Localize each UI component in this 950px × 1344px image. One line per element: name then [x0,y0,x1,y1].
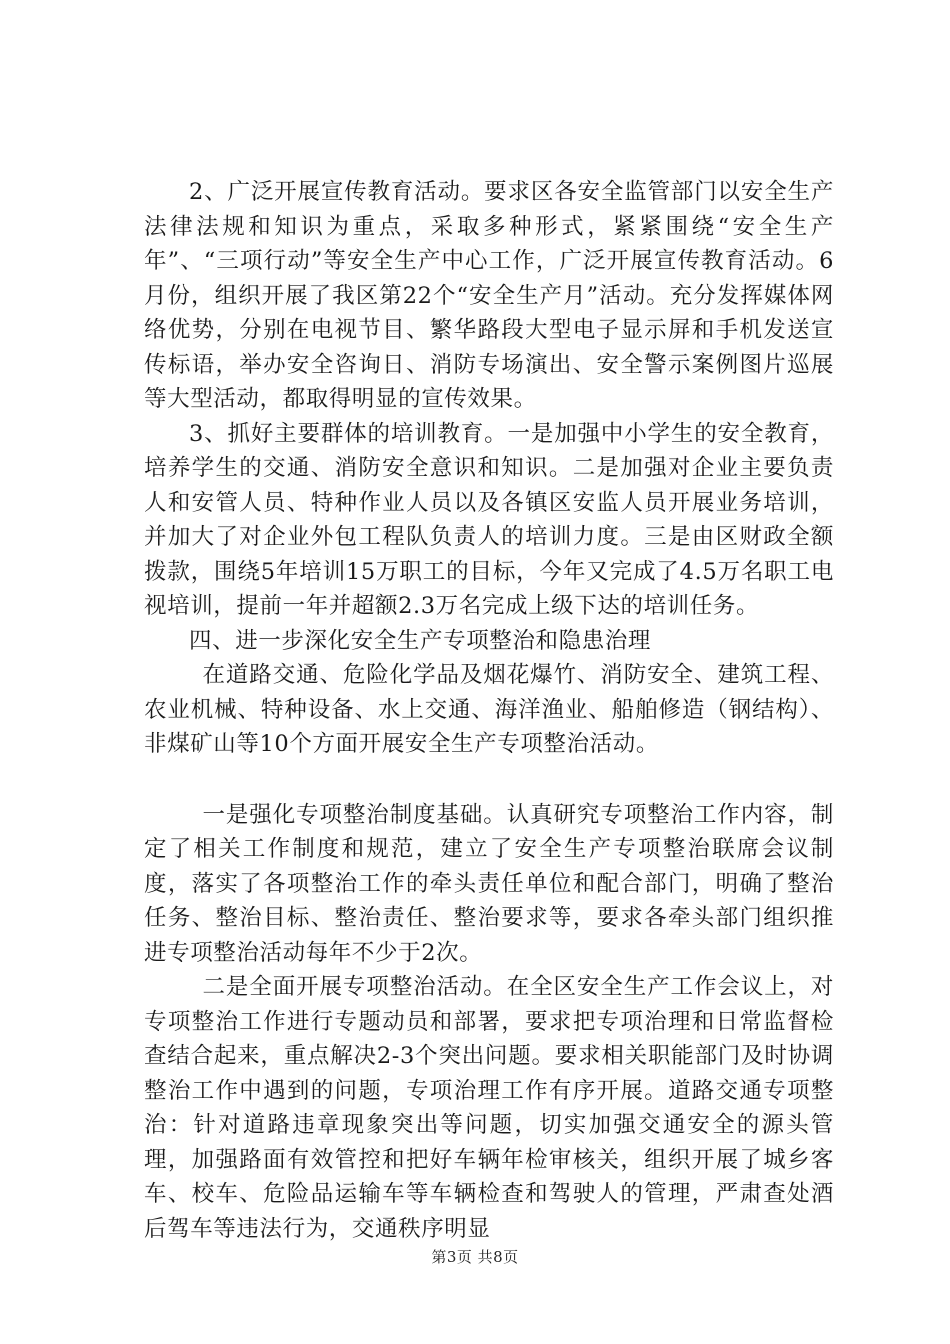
paragraph-rectification-system: 一是强化专项整治制度基础。认真研究专项整治工作内容，制定了相关工作制度和规范，建立了安全生产专项整治联席会议制度，落实了各项整治工作的牵头责任单位和配合部门，明确了整治任务、整治目标、整治责任、整治要求等，要求各牵头部门组织推进专项整治活动每年不少于2次。 [144,801,834,966]
paragraph-publicity-education: 2、广泛开展宣传教育活动。要求区各安全监管部门以安全生产法律法规和知识为重点，采取多种形式，紧紧围绕“安全生产年”、“三项行动”等安全生产中心工作，广泛开展宣传教育活动。6月份，组织开展了我区第22个“安全生产月”活动。充分发挥媒体网络优势，分别在电视节目、繁华路段大型电子显示屏和手机发送宣传标语，举办安全咨询日、消防专场演出、安全警示案例图片巡展等大型活动，都取得明显的宣传效果。 [144,179,834,412]
section-heading-special-rectification: 四、进一步深化安全生产专项整治和隐患治理 [189,627,652,654]
page-number-footer: 第3页 共8页 [431,1248,519,1266]
paragraph-rectification-scope: 在道路交通、危险化学品及烟花爆竹、消防安全、建筑工程、农业机械、特种设备、水上交通、海洋渔业、船舶修造（钢结构）、非煤矿山等10个方面开展安全生产专项整治活动。 [144,662,834,757]
paragraph-rectification-activities: 二是全面开展专项整治活动。在全区安全生产工作会议上，对专项整治工作进行专题动员和部署，要求把专项治理和日常监督检查结合起来，重点解决2-3个突出问题。要求相关职能部门及时协调整治工作中遇到的问题，专项治理工作有序开展。道路交通专项整治：针对道路违章现象突出等问题，切实加强交通安全的源头管理，加强路面有效管控和把好车辆年检审核关，组织开展了城乡客车、校车、危险品运输车等车辆检查和驾驶人的管理，严肃查处酒后驾车等违法行为，交通秩序明显 [144,974,834,1242]
document-body [144,175,834,1246]
paragraph-gap [144,762,834,798]
paragraph-training-education: 3、抓好主要群体的培训教育。一是加强中小学生的安全教育，培养学生的交通、消防安全意识和知识。二是加强对企业主要负责人和安管人员、特种作业人员以及各镇区安监人员开展业务培训，并加大了对企业外包工程队负责人的培训力度。三是由区财政全额拨款，围绕5年培训15万职工的目标，今年又完成了4.5万名职工电视培训，提前一年并超额2.3万名完成上级下达的培训任务。 [144,420,834,619]
